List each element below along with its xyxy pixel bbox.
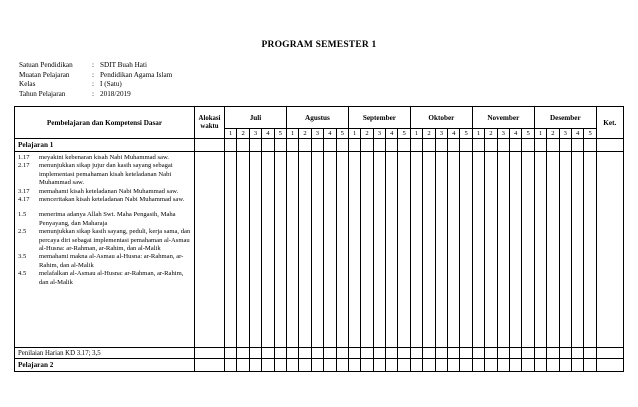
empty-cell xyxy=(274,139,286,152)
kd-list xyxy=(15,152,195,348)
month-header: Agustus xyxy=(286,107,348,129)
empty-cell xyxy=(237,348,249,359)
week-number: 3 xyxy=(311,129,323,139)
week-number: 5 xyxy=(522,129,534,139)
empty-cell xyxy=(423,359,435,372)
empty-cell xyxy=(336,359,348,372)
empty-cell xyxy=(237,359,249,372)
empty-cell xyxy=(361,152,373,348)
empty-cell xyxy=(547,359,559,372)
week-number: 4 xyxy=(510,129,522,139)
kd-number: 3.5 xyxy=(18,253,27,261)
empty-cell xyxy=(522,152,534,348)
empty-cell xyxy=(584,359,596,372)
meta-colon: : xyxy=(92,70,94,79)
empty-cell xyxy=(596,139,623,152)
kd-item xyxy=(18,228,191,253)
lesson-name: Pelajaran 2 xyxy=(15,359,195,372)
empty-cell xyxy=(311,152,323,348)
empty-cell xyxy=(596,348,623,359)
week-number: 4 xyxy=(262,129,274,139)
week-number: 4 xyxy=(572,129,584,139)
meta-row xyxy=(19,80,172,90)
empty-cell xyxy=(386,359,398,372)
lesson-name: Pelajaran 1 xyxy=(15,139,195,152)
kd-number: 4.5 xyxy=(18,270,27,278)
empty-cell xyxy=(584,139,596,152)
empty-cell xyxy=(225,348,237,359)
empty-cell xyxy=(472,359,484,372)
kd-number: 2.5 xyxy=(18,228,27,236)
empty-cell xyxy=(386,139,398,152)
kd-text: menerima adanya Allah Swt. Maha Pengasih, Maha Penyayang, dan Maharaja xyxy=(39,211,176,227)
empty-cell xyxy=(596,359,623,372)
empty-cell xyxy=(410,152,422,348)
empty-cell xyxy=(286,139,298,152)
kd-item xyxy=(18,162,191,187)
empty-cell xyxy=(373,139,385,152)
week-number: 1 xyxy=(348,129,360,139)
empty-cell xyxy=(195,348,225,359)
document-meta xyxy=(19,61,172,99)
empty-cell xyxy=(485,152,497,348)
empty-cell xyxy=(534,152,546,348)
week-number: 3 xyxy=(373,129,385,139)
kd-number: 3.17 xyxy=(18,187,30,195)
kd-item xyxy=(18,253,191,270)
kd-number: 1.5 xyxy=(18,211,27,219)
week-number: 2 xyxy=(237,129,249,139)
empty-cell xyxy=(472,348,484,359)
empty-cell xyxy=(410,359,422,372)
week-number: 5 xyxy=(398,129,410,139)
kd-text: melafalkan al-Asmau al-Husna: ar-Rahman, ar-Rahim, dan al-Malik xyxy=(39,270,184,286)
empty-cell xyxy=(497,348,509,359)
week-number: 3 xyxy=(559,129,571,139)
semester-program-table xyxy=(14,106,624,372)
empty-cell xyxy=(497,152,509,348)
empty-cell xyxy=(547,348,559,359)
empty-cell xyxy=(274,152,286,348)
empty-cell xyxy=(460,139,472,152)
empty-cell xyxy=(274,348,286,359)
empty-cell xyxy=(460,359,472,372)
meta-value: SDIT Buah Hati xyxy=(100,61,147,69)
empty-cell xyxy=(195,359,225,372)
empty-cell xyxy=(237,152,249,348)
empty-cell xyxy=(249,348,261,359)
empty-cell xyxy=(448,152,460,348)
empty-cell xyxy=(423,348,435,359)
empty-cell xyxy=(398,152,410,348)
kd-item xyxy=(18,211,191,228)
empty-cell xyxy=(448,139,460,152)
header-ket: Ket. xyxy=(596,107,623,139)
empty-cell xyxy=(249,139,261,152)
week-number: 5 xyxy=(336,129,348,139)
empty-cell xyxy=(572,348,584,359)
empty-cell xyxy=(361,348,373,359)
meta-value: Pendidikan Agama Islam xyxy=(100,70,173,79)
week-number: 1 xyxy=(472,129,484,139)
empty-cell xyxy=(311,139,323,152)
empty-cell xyxy=(324,152,336,348)
empty-cell xyxy=(348,348,360,359)
empty-cell xyxy=(373,359,385,372)
empty-cell xyxy=(361,139,373,152)
meta-value: I (Satu) xyxy=(100,80,122,89)
empty-cell xyxy=(547,152,559,348)
empty-cell xyxy=(559,359,571,372)
empty-cell xyxy=(249,152,261,348)
empty-cell xyxy=(448,348,460,359)
header-kd: Pembelajaran dan Kompetensi Dasar xyxy=(15,107,195,139)
kd-text: menunjukkan sikap kasih sayang, peduli, kerja sama, dan percaya diri sebagai implementasi pemahaman al-Asmau al-Husna: ar-Rahman, ar-Rahim, dan al-Malik xyxy=(39,228,191,253)
kd-item xyxy=(18,154,191,162)
week-number: 1 xyxy=(225,129,237,139)
empty-cell xyxy=(299,152,311,348)
empty-cell xyxy=(485,348,497,359)
empty-cell xyxy=(324,359,336,372)
meta-label: Satuan Pendidikan xyxy=(19,61,73,69)
week-number: 2 xyxy=(423,129,435,139)
empty-cell xyxy=(410,139,422,152)
penilaian-label: Penilaian Harian KD 3.17; 3,5 xyxy=(15,348,195,359)
empty-cell xyxy=(497,139,509,152)
week-number: 3 xyxy=(435,129,447,139)
meta-colon: : xyxy=(92,80,94,89)
week-number: 4 xyxy=(386,129,398,139)
empty-cell xyxy=(534,139,546,152)
month-header: Juli xyxy=(225,107,287,129)
empty-cell xyxy=(386,348,398,359)
empty-cell xyxy=(572,152,584,348)
empty-cell xyxy=(299,348,311,359)
week-number: 2 xyxy=(299,129,311,139)
empty-cell xyxy=(373,348,385,359)
empty-cell xyxy=(534,348,546,359)
empty-cell xyxy=(311,348,323,359)
empty-cell xyxy=(336,348,348,359)
empty-cell xyxy=(398,139,410,152)
week-number: 1 xyxy=(286,129,298,139)
kd-number: 4.17 xyxy=(18,196,30,204)
header-alokasi: Alokasi waktu xyxy=(195,107,225,139)
empty-cell xyxy=(522,359,534,372)
month-header: Oktober xyxy=(410,107,472,129)
empty-cell xyxy=(274,359,286,372)
kd-item xyxy=(18,188,191,196)
empty-cell xyxy=(262,139,274,152)
meta-label: Tahun Pelajaran xyxy=(19,89,66,98)
empty-cell xyxy=(286,348,298,359)
empty-cell xyxy=(348,359,360,372)
page-title: PROGRAM SEMESTER 1 xyxy=(261,40,377,50)
empty-cell xyxy=(460,152,472,348)
empty-cell xyxy=(460,348,472,359)
empty-cell xyxy=(510,348,522,359)
empty-cell xyxy=(497,359,509,372)
empty-cell xyxy=(510,152,522,348)
week-number: 4 xyxy=(448,129,460,139)
week-number: 2 xyxy=(547,129,559,139)
empty-cell xyxy=(237,139,249,152)
empty-cell xyxy=(410,348,422,359)
kd-text: meyakini kebenaran kisah Nabi Muhammad saw. xyxy=(39,154,169,161)
week-number: 1 xyxy=(410,129,422,139)
week-number: 4 xyxy=(324,129,336,139)
empty-cell xyxy=(249,359,261,372)
empty-cell xyxy=(510,359,522,372)
empty-cell xyxy=(559,152,571,348)
empty-cell xyxy=(510,139,522,152)
week-number: 3 xyxy=(497,129,509,139)
empty-cell xyxy=(311,359,323,372)
week-number: 3 xyxy=(249,129,261,139)
empty-cell xyxy=(559,348,571,359)
empty-cell xyxy=(572,359,584,372)
week-number: 5 xyxy=(460,129,472,139)
empty-cell xyxy=(485,359,497,372)
month-header: Desember xyxy=(534,107,596,129)
empty-cell xyxy=(262,152,274,348)
empty-cell xyxy=(348,139,360,152)
empty-cell xyxy=(195,152,225,348)
empty-cell xyxy=(398,348,410,359)
empty-cell xyxy=(485,139,497,152)
empty-cell xyxy=(596,152,623,348)
kd-number: 1.17 xyxy=(18,154,30,161)
empty-cell xyxy=(225,139,237,152)
meta-row xyxy=(19,90,172,100)
kd-text: menunjukkan sikap jujur dan kasih sayang sebagai implementasi pemahaman kisah keteladanan Nabi Muhammad saw. xyxy=(39,162,173,187)
week-number: 5 xyxy=(274,129,286,139)
kd-text: menceritakan kisah keteladanan Nabi Muhammad saw. xyxy=(39,196,185,204)
empty-cell xyxy=(348,152,360,348)
empty-cell xyxy=(324,348,336,359)
empty-cell xyxy=(522,348,534,359)
meta-label: Muatan Pelajaran xyxy=(19,70,70,79)
empty-cell xyxy=(435,152,447,348)
month-header: November xyxy=(472,107,534,129)
meta-label: Kelas xyxy=(19,80,36,89)
empty-cell xyxy=(299,139,311,152)
empty-cell xyxy=(572,139,584,152)
month-header: September xyxy=(348,107,410,129)
empty-cell xyxy=(225,359,237,372)
empty-cell xyxy=(195,139,225,152)
kd-item xyxy=(18,270,191,287)
week-number: 2 xyxy=(361,129,373,139)
empty-cell xyxy=(386,152,398,348)
empty-cell xyxy=(336,139,348,152)
empty-cell xyxy=(435,139,447,152)
empty-cell xyxy=(262,348,274,359)
week-number: 2 xyxy=(485,129,497,139)
empty-cell xyxy=(435,359,447,372)
empty-cell xyxy=(423,152,435,348)
kd-number: 2.17 xyxy=(18,162,30,170)
meta-colon: : xyxy=(92,61,94,69)
empty-cell xyxy=(584,348,596,359)
empty-cell xyxy=(423,139,435,152)
empty-cell xyxy=(448,359,460,372)
empty-cell xyxy=(472,139,484,152)
empty-cell xyxy=(286,359,298,372)
week-number: 1 xyxy=(534,129,546,139)
empty-cell xyxy=(299,359,311,372)
meta-row xyxy=(19,61,172,71)
empty-cell xyxy=(324,139,336,152)
empty-cell xyxy=(547,139,559,152)
empty-cell xyxy=(225,152,237,348)
empty-cell xyxy=(361,359,373,372)
week-number: 5 xyxy=(584,129,596,139)
empty-cell xyxy=(584,152,596,348)
kd-text: memahami kisah keteladanan Nabi Muhammad saw. xyxy=(39,187,179,195)
empty-cell xyxy=(398,359,410,372)
empty-cell xyxy=(534,359,546,372)
empty-cell xyxy=(559,139,571,152)
meta-colon: : xyxy=(92,89,94,98)
empty-cell xyxy=(522,139,534,152)
kd-item xyxy=(18,196,191,204)
meta-value: 2018/2019 xyxy=(100,89,131,98)
empty-cell xyxy=(435,348,447,359)
empty-cell xyxy=(373,152,385,348)
empty-cell xyxy=(286,152,298,348)
empty-cell xyxy=(472,152,484,348)
meta-row xyxy=(19,71,172,81)
empty-cell xyxy=(262,359,274,372)
empty-cell xyxy=(336,152,348,348)
kd-text: memahami makna al-Asmau al-Husna: ar-Rahman, ar-Rahim, dan al-Malik xyxy=(39,253,184,269)
